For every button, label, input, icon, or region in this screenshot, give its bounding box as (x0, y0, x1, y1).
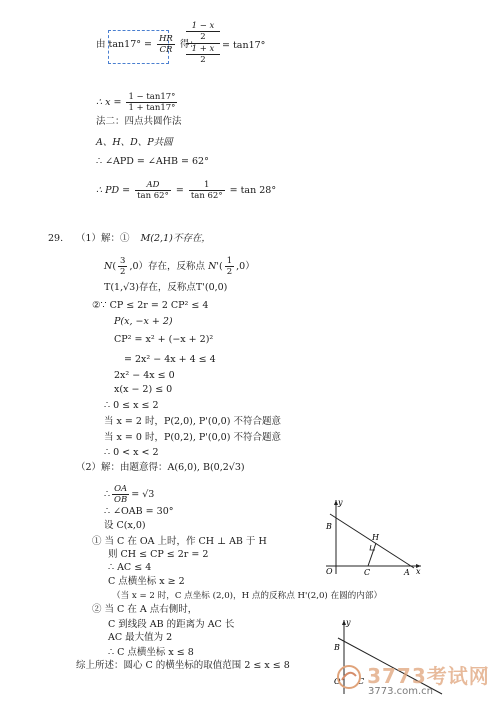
oab-line: ∴ ∠OAB = 30° (104, 506, 174, 517)
label-y: y (338, 498, 343, 507)
x-solution: ∴ x = $\frac{1 - \tan 17^\circ}{1 + \tan 17^\circ}$ (96, 92, 176, 113)
watermark (336, 660, 490, 697)
label-b: B (326, 522, 332, 531)
n-frac: $\frac{3}{2}$ (120, 256, 126, 277)
cp-line: ②∵ CP ≤ 2r = 2 CP² ≤ 4 (92, 300, 209, 311)
label-b2: B (334, 643, 340, 652)
text: 得： (179, 39, 199, 50)
q-number: 29. (48, 233, 64, 244)
hr-cr-fraction: $\frac{HR}{CR}$ (159, 34, 173, 55)
case1-b: 则 CH ≤ CP ≤ 2r = 2 (108, 549, 209, 560)
text: 由 (96, 39, 106, 50)
text: tan17° = (108, 39, 152, 50)
case1-c: ∴ AC ≤ 4 (108, 562, 152, 573)
cp2-line: CP² = x² + (−x + 2)² (114, 334, 214, 345)
label-o2: O (334, 677, 341, 686)
case2-b: C 到线段 AB 的距离为 AC 长 (108, 619, 235, 630)
tan-ratio-line (96, 34, 199, 55)
pd-frac2: $\frac{1}{\tan 62^\circ}$ (190, 180, 223, 201)
label-h: H (372, 533, 379, 542)
watermark-url: 3773.com.cn (368, 686, 433, 697)
n2-frac: $\frac{1}{2}$ (226, 256, 233, 277)
label-c2: C (358, 677, 365, 686)
compound-fraction: 1 − x 2 1 + x 2 (186, 22, 220, 65)
ineq3: ∴ 0 ≤ x ≤ 2 (104, 400, 159, 411)
oa-ob-line: ∴ $\frac{OA}{OB}$ = √3 (104, 484, 155, 505)
case2-c: AC 最大值为 2 (108, 632, 173, 643)
method2: 法二：四点共圆作法 (96, 116, 182, 127)
p-point: P(x, −x + 2) (114, 316, 173, 327)
case2-a: ② 当 C 在 A 点右侧时， (92, 604, 198, 615)
concl: ∴ 0 < x < 2 (104, 447, 159, 458)
case1-a: ① 当 C 在 OA 上时，作 CH ⊥ AB 于 H (92, 536, 267, 547)
label-o: O (326, 567, 333, 576)
summary: 综上所述：圆心 C 的横坐标的取值范围 2 ≤ x ≤ 8 (76, 660, 290, 671)
label-y2: y (346, 618, 351, 627)
label-x: x (416, 567, 421, 576)
n-line: N( $\frac{3}{2}$ ,0）存在，反称点 N'( $\frac{1}{2}$ ,0） (104, 256, 255, 277)
watermark-brand: 3773考试网 (367, 664, 490, 688)
part2-head: （2）解：由题意得：A(6,0), B(0,2√3) (76, 462, 245, 473)
tan-rhs: = tan17° (222, 40, 266, 51)
setc-line: 设 C(x,0) (104, 520, 146, 531)
pd-frac1: $\frac{AD}{\tan 62^\circ}$ (137, 180, 169, 201)
oa-ob-frac: $\frac{OA}{OB}$ (114, 484, 128, 505)
cp2b-line: = 2x² − 4x + 4 ≤ 4 (124, 354, 216, 365)
logo-icon (336, 664, 365, 690)
case2-d: ∴ C 点横坐标 x ≤ 8 (108, 647, 194, 658)
concyclic-line: A、H、D、P共圆 (96, 137, 173, 148)
ineq2: x(x − 2) ≤ 0 (114, 384, 173, 395)
pd-line: ∴ PD = $\frac{AD}{\tan 62^\circ}$ = $\frac{1}{\tan 62^\circ}$ = tan 28° (96, 180, 277, 201)
part1-head: （1）解：① M(2,1)不存在， (76, 233, 211, 244)
figure-1 (316, 494, 426, 576)
label-c: C (364, 568, 371, 576)
t-line: T(1,√3)存在，反称点T'(0,0) (104, 282, 228, 293)
when0: 当 x = 0 时，P(0,2), P'(0,0) 不符合题意 (104, 432, 281, 443)
x-fraction: $\frac{1 - \tan 17^\circ}{1 + \tan 17^\circ}$ (128, 92, 176, 113)
when2: 当 x = 2 时，P(2,0), P'(0,0) 不符合题意 (104, 416, 281, 427)
case1-d: C 点横坐标 x ≥ 2 (108, 576, 185, 587)
case1-e: （当 x = 2 时，C 点坐标 (2,0)，H 点的反称点 H'(2,0) 在圆的内部） (112, 591, 383, 601)
label-a: A (404, 568, 410, 576)
angle-eq: ∴ ∠APD = ∠AHB = 62° (96, 156, 209, 167)
ineq1: 2x² − 4x ≤ 0 (114, 370, 175, 381)
